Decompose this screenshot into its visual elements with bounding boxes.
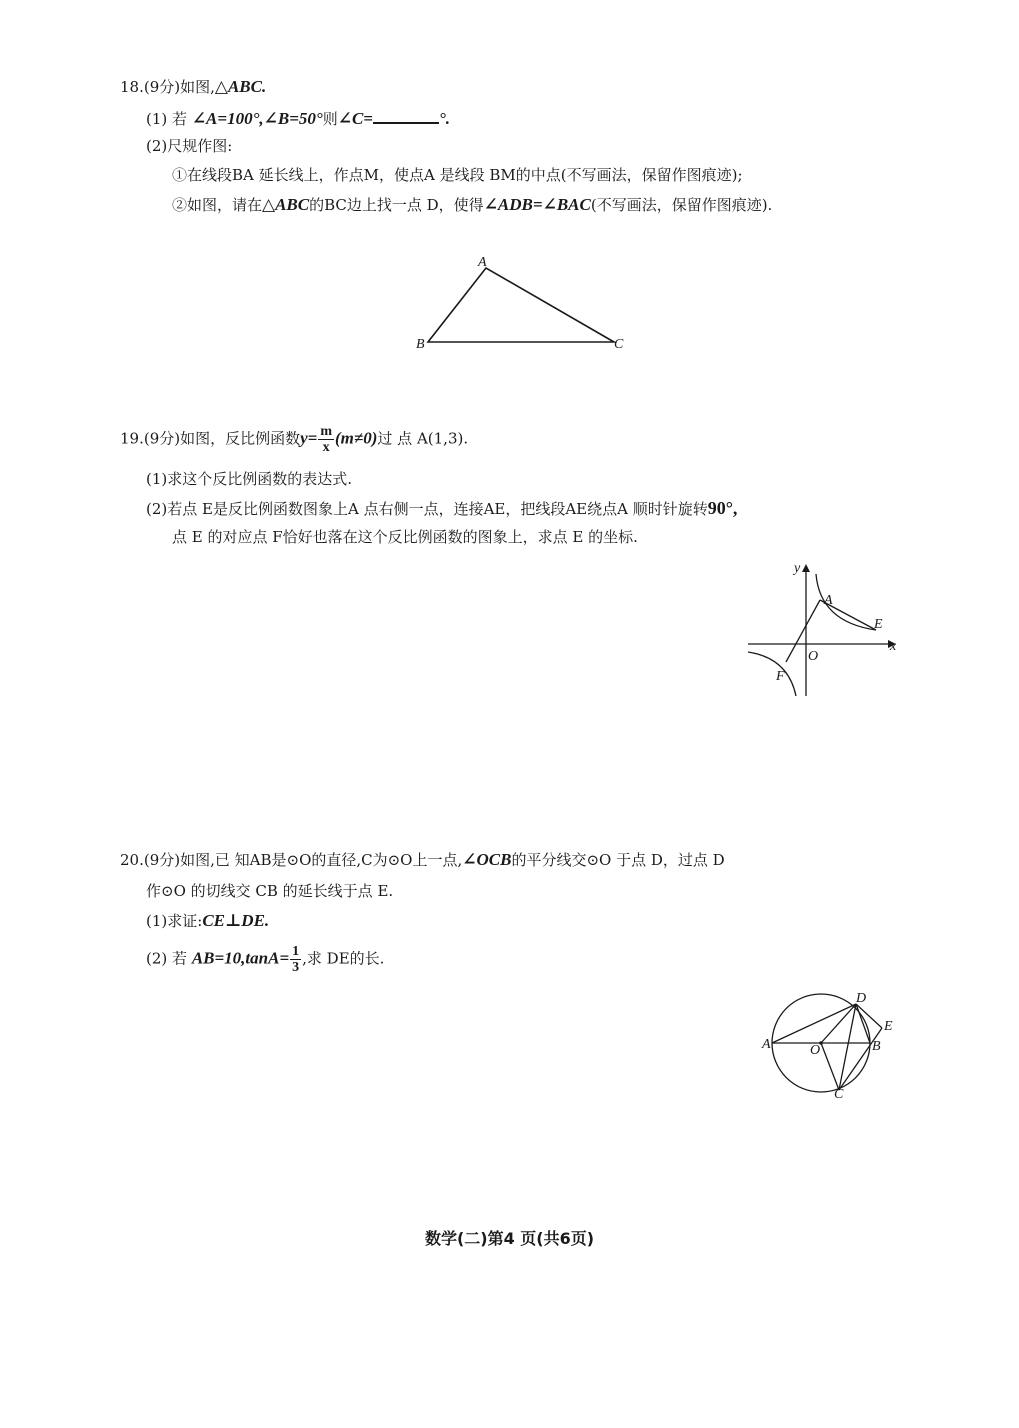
q19-stem: 19.(9分)如图，反比例函数y= $\frac{m}{x}$ (m≠0)过 点 A(1,3).: [120, 424, 469, 455]
label-a: A: [762, 1037, 771, 1052]
q20-part2: (2) 若 AB=10,tanA= $\frac{1}{3}$ ,求 DE的长.: [146, 944, 385, 975]
label-o: O: [810, 1043, 821, 1058]
label-f: F: [776, 669, 785, 684]
q18-stem: 18.(9分)如图,△ABC.: [120, 77, 267, 96]
q19-hyperbola-figure: [740, 556, 910, 701]
q19-part1: (1)求这个反比例函数的表达式.: [146, 470, 353, 488]
triangle-abc: [428, 268, 614, 342]
label-c: C: [614, 337, 624, 352]
page-footer: 数学(二)第4 页(共6页): [424, 1229, 595, 1248]
q18-part2b: ②如图，请在△ABC的BC边上找一点 D，使得∠ADB=∠BAC(不写画法，保留作图痕迹).: [172, 195, 773, 214]
hyperbola-branch-3: [748, 652, 796, 696]
fraction-one-third: $\frac{1}{3}$: [292, 944, 300, 975]
label-a: A: [478, 255, 487, 270]
segment-oc: [821, 1043, 839, 1090]
q20-stem-line1: 20.(9分)如图,已 知AB是⊙O的直径,C为⊙O上一点,∠OCB的平分线交⊙O 于点 D，过点 D: [120, 850, 725, 869]
answer-blank: [373, 108, 439, 124]
q20-part1: (1)求证:CE⊥DE.: [146, 911, 270, 930]
label-y: y: [794, 561, 801, 576]
q18-part2: (2)尺规作图:: [146, 137, 233, 155]
label-c: C: [834, 1087, 844, 1102]
q20-circle-figure: [762, 990, 906, 1102]
fraction-m-over-x: $\frac{m}{x}$: [320, 424, 333, 455]
label-e: E: [874, 617, 883, 632]
q20-stem-line2: 作⊙O 的切线交 CB 的延长线于点 E.: [146, 882, 394, 900]
y-arrow: [802, 564, 810, 572]
label-o: O: [808, 649, 819, 664]
label-e: E: [884, 1019, 893, 1034]
q18-part1: (1) 若 ∠A=100°,∠B=50°则∠C= °.: [146, 109, 451, 128]
q19-part2a: (2)若点 E是反比例函数图象上A 点右侧一点，连接AE，把线段AE绕点A 顺时针旋转90°,: [146, 498, 738, 518]
label-d: D: [856, 991, 867, 1006]
label-b: B: [872, 1039, 881, 1054]
q18-triangle-figure: [400, 248, 640, 358]
label-a: A: [824, 593, 833, 608]
segment-od: [821, 1004, 856, 1043]
label-b: B: [416, 337, 425, 352]
q19-part2b: 点 E 的对应点 F恰好也落在这个反比例函数的图象上，求点 E 的坐标.: [172, 528, 638, 546]
q18-part2a: ①在线段BA 延长线上，作点M，使点A 是线段 BM的中点(不写画法，保留作图痕迹);: [172, 166, 743, 184]
label-x: x: [890, 639, 897, 654]
